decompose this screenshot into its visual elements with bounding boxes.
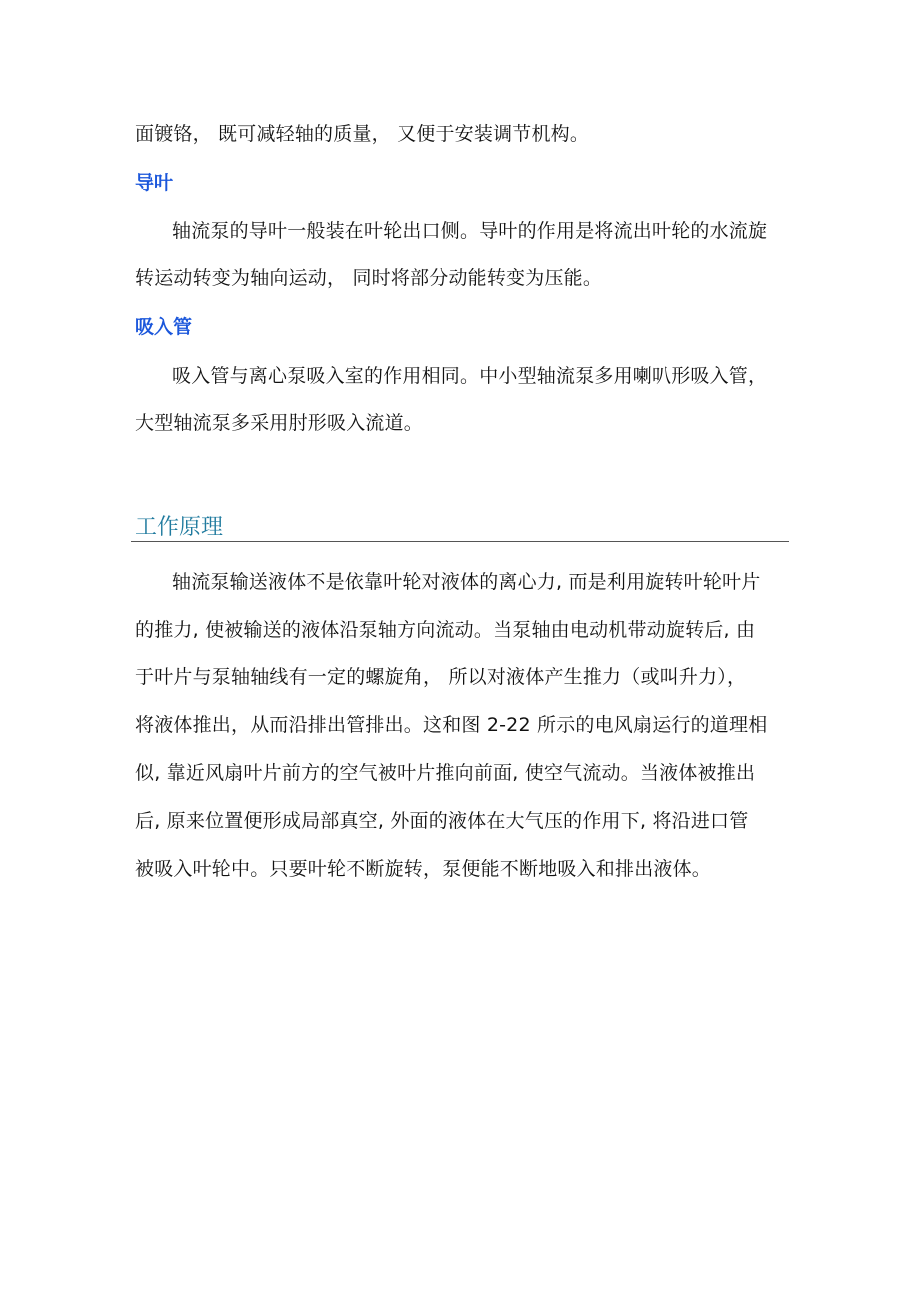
working-principle-line: 的推力, 使被输送的液体沿泵轴方向流动。当泵轴由电动机带动旋转后, 由 xyxy=(135,619,756,641)
working-principle-line: 轴流泵输送液体不是依靠叶轮对液体的离心力, 而是利用旋转叶轮叶片 xyxy=(172,571,761,593)
working-principle-line: 被吸入叶轮中。只要叶轮不断旋转，泵便能不断地吸入和排出液体。 xyxy=(135,858,712,880)
guide-vane-paragraph-line: 转运动转变为轴向运动， 同时将部分动能转变为压能。 xyxy=(135,267,603,289)
guide-vane-paragraph-line: 轴流泵的导叶一般装在叶轮出口侧。导叶的作用是将流出叶轮的水流旋 xyxy=(172,220,768,242)
suction-pipe-paragraph-line: 大型轴流泵多采用肘形吸入流道。 xyxy=(135,412,424,434)
working-principle-line: 将液体推出，从而沿排出管排出。这和图 2-22 所示的电风扇运行的道理相 xyxy=(135,714,768,736)
working-principle-line: 于叶片与泵轴轴线有一定的螺旋角， 所以对液体产生推力（或叫升力）， xyxy=(135,666,747,688)
working-principle-heading: 工作原理 xyxy=(135,515,224,540)
section-divider xyxy=(131,541,789,542)
suction-pipe-paragraph-line: 吸入管与离心泵吸入室的作用相同。中小型轴流泵多用喇叭形吸入管， xyxy=(172,365,768,387)
intro-paragraph-line: 面镀铬， 既可减轻轴的质量， 又便于安装调节机构。 xyxy=(135,123,590,145)
guide-vane-heading: 导叶 xyxy=(135,172,174,194)
working-principle-line: 后, 原来位置便形成局部真空, 外面的液体在大气压的作用下, 将沿进口管 xyxy=(135,810,749,832)
suction-pipe-heading: 吸入管 xyxy=(135,316,193,338)
working-principle-line: 似, 靠近风扇叶片前方的空气被叶片推向前面, 使空气流动。当液体被推出 xyxy=(135,762,756,784)
